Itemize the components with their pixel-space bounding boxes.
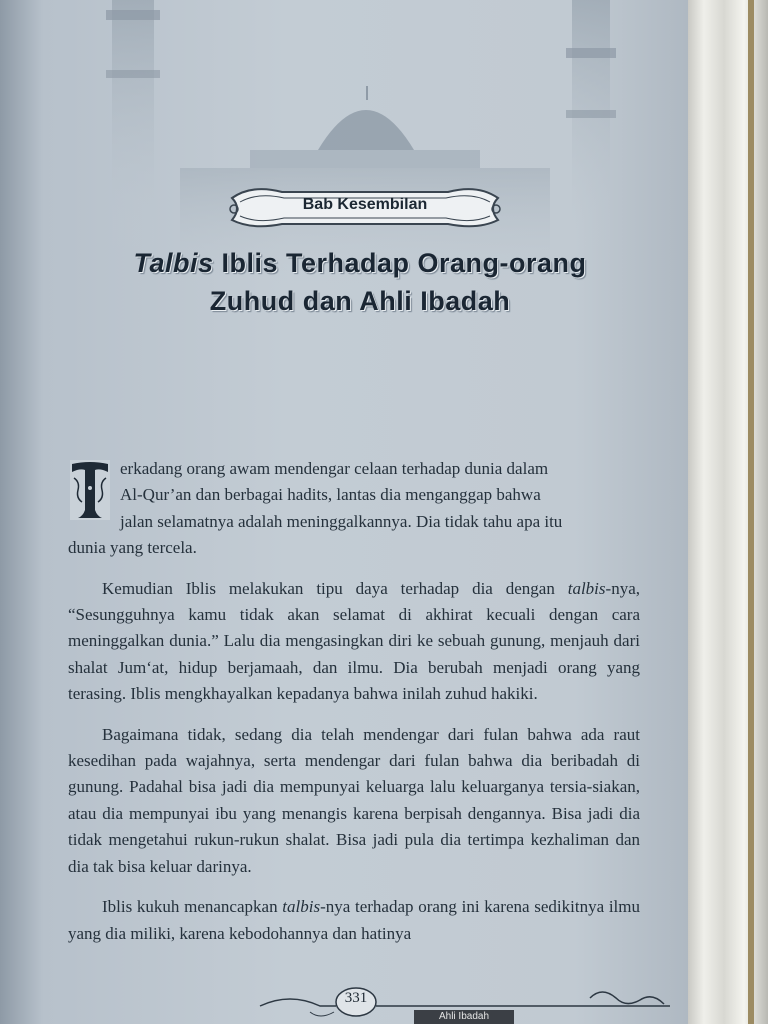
- chapter-label: Bab Kesembilan: [302, 196, 428, 213]
- body-text: [68, 456, 640, 961]
- page-stack-edge: [688, 0, 768, 1024]
- paragraph-1-line-3: jalan selamatnya adalah meninggalkannya. Dia tidak tahu apa itu: [120, 511, 563, 531]
- ornamental-letter-t-icon: [68, 458, 112, 522]
- title-line-1-rest: Iblis Terhadap Orang-orang: [213, 248, 587, 278]
- paragraph-3: Bagaimana tidak, sedang dia telah mendengar dari fulan bahwa ada raut kesedihan pada wajahnya, serta mendengar dari fulan bahwa dia beribadah di gunung. Padahal bisa jadi dia mempunyai keluarga lalu keluarganya tersia-siakan, atau dia mempunyai ibu yang menangis karena berpisah dengannya. Bisa jadi dia tidak mengetahui rukun-rukun shalat. Bisa jadi pula dia tertimpa kezhaliman dan dia tak bisa keluar darinya.: [68, 724, 640, 876]
- italic-term: talbis: [567, 578, 606, 598]
- page-title-line-1: [60, 248, 660, 279]
- paragraph-2: Kemudian Iblis melakukan tipu daya terhadap dia dengan talbis-nya, “Sesungguhnya kamu tidak akan selamat di akhirat kecuali dengan cara meninggalkan dunia.” Lalu dia mengasingkan diri ke sebuah gunung, menjauh dari shalat Jum‘at, hidup berjamaah, dan ilmu. Dia berubah menjadi orang yang terasing. Iblis mengkhayalkan kepadanya bahwa inilah zuhud hakiki.: [68, 578, 640, 704]
- page-title-line-2: Zuhud dan Ahli Ibadah: [209, 286, 511, 316]
- paragraph-1-line-4: dunia yang tercela.: [68, 538, 197, 558]
- paragraph-1-line-1: erkadang orang awam mendengar celaan terhadap dunia dalam: [120, 459, 549, 478]
- title-italic-word: Talbis: [133, 248, 214, 278]
- paragraph-4: Iblis kukuh menancapkan talbis-nya terhadap orang ini karena sedikitnya ilmu yang dia miliki, karena kebodohannya dan hatinya: [68, 897, 640, 943]
- page-number: 331: [344, 990, 368, 1006]
- paragraph-1-line-2: Al-Qur’an dan berbagai hadits, lantas dia menganggap bahwa: [120, 485, 541, 505]
- book-cover-edge: [748, 0, 754, 1024]
- paragraph-1: [68, 456, 640, 562]
- running-head: Ahli Ibadah: [414, 1010, 514, 1024]
- italic-term: talbis: [282, 897, 321, 917]
